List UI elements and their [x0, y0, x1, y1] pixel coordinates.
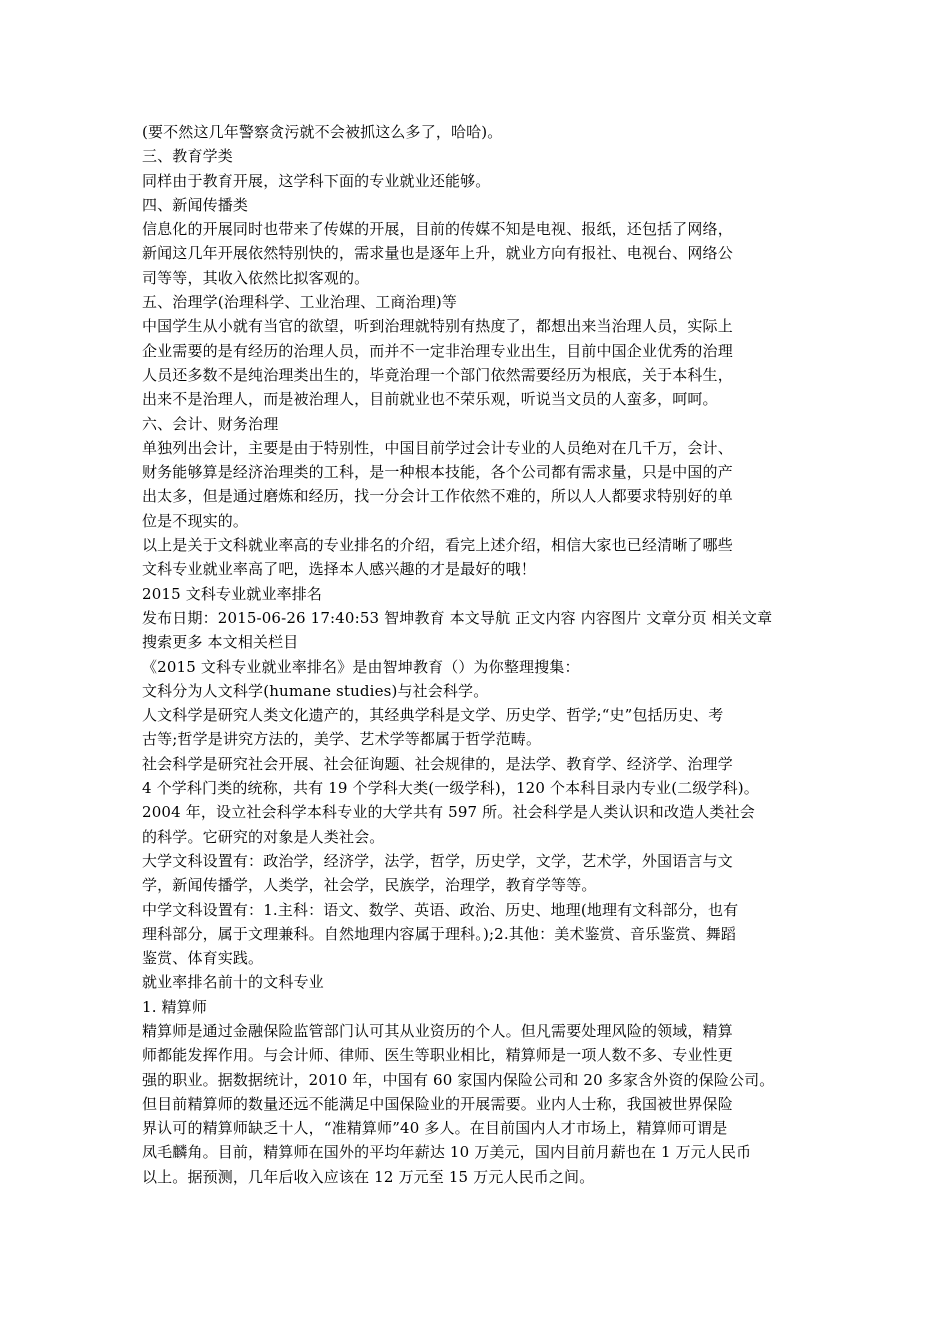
text-line: 界认可的精算师缺乏十人，“准精算师”40 多人。在目前国内人才市场上，精算师可谓是 — [142, 1119, 728, 1138]
text-line: 信息化的开展同时也带来了传媒的开展，目前的传媒不知是电视、报纸，还包括了网络， — [142, 220, 733, 239]
text-line: 以上是关于文科就业率高的专业排名的介绍，看完上述介绍，相信大家也已经清晰了哪些 — [142, 536, 733, 555]
text-line: 中国学生从小就有当官的欲望，听到治理就特别有热度了，都想出来当治理人员，实际上 — [142, 317, 733, 336]
text-line: 大学文科设置有：政治学，经济学，法学，哲学，历史学，文学，艺术学，外国语言与文 — [142, 851, 733, 870]
text-line: 师都能发挥作用。与会计师、律师、医生等职业相比，精算师是一项人数不多、专业性更 — [142, 1046, 733, 1065]
text-line: 凤毛麟角。目前，精算师在国外的平均年薪达 10 万美元，国内目前月薪也在 1 万元人民币 — [142, 1143, 752, 1162]
text-line: 文科专业就业率高了吧，选择本人感兴趣的才是最好的哦！ — [142, 560, 536, 579]
text-line: 发布日期：2015-06-26 17:40:53 智坤教育 本文导航 正文内容 内容图片 文章分页 相关文章 — [142, 608, 773, 627]
document-body — [142, 120, 808, 1189]
text-line: 文科分为人文科学(humane studies)与社会科学。 — [142, 681, 489, 700]
text-line: 四、新闻传播类 — [142, 195, 249, 214]
text-line: 人文科学是研究人类文化遗产的，其经典学科是文学、历史学、哲学;“史”包括历史、考 — [142, 706, 724, 725]
text-line: 但目前精算师的数量还远不能满足中国保险业的开展需要。业内人士称，我国被世界保险 — [142, 1094, 733, 1113]
text-line: 1. 精算师 — [142, 997, 207, 1016]
text-line: 古等;哲学是讲究方法的，美学、艺术学等都属于哲学范畴。 — [142, 730, 542, 749]
text-line: 2015 文科专业就业率排名 — [142, 584, 323, 603]
text-line: 财务能够算是经济治理类的工科，是一种根本技能，各个公司都有需求量，只是中国的产 — [142, 463, 733, 482]
text-line: 同样由于教育开展，这学科下面的专业就业还能够。 — [142, 171, 491, 190]
text-line: 新闻这几年开展依然特别快的，需求量也是逐年上升，就业方向有报社、电视台、网络公 — [142, 244, 733, 263]
text-line: 搜索更多 本文相关栏目 — [142, 633, 299, 652]
text-line: 出太多，但是通过磨炼和经历，找一分会计工作依然不难的，所以人人都要求特别好的单 — [142, 487, 733, 506]
text-line: 企业需要的是有经历的治理人员，而并不一定非治理专业出生，目前中国企业优秀的治理 — [142, 341, 733, 360]
text-line: 强的职业。据数据统计，2010 年，中国有 60 家国内保险公司和 20 多家含外资的保险公司。 — [142, 1070, 775, 1089]
text-line: 位是不现实的。 — [142, 511, 249, 530]
text-line: 以上。据预测，几年后收入应该在 12 万元至 15 万元人民币之间。 — [142, 1167, 595, 1186]
text-line: 2004 年，设立社会科学本科专业的大学共有 597 所。社会科学是人类认识和改造人类社会 — [142, 803, 755, 822]
text-line: 司等等，其收入依然比拟客观的。 — [142, 268, 370, 287]
text-line: 五、治理学(治理科学、工业治理、工商治理)等 — [142, 293, 458, 312]
text-line: (要不然这几年警察贪污就不会被抓这么多了，哈哈)。 — [142, 123, 503, 141]
text-line: 学，新闻传播学，人类学，社会学，民族学，治理学，教育学等等。 — [142, 876, 597, 895]
text-line: 六、会计、财务治理 — [142, 414, 279, 433]
text-line: 单独列出会计，主要是由于特别性，中国目前学过会计专业的人员绝对在几千万，会计、 — [142, 438, 733, 457]
text-line: 4 个学科门类的统称，共有 19 个学科大类(一级学科)，120 个本科目录内专业(二级学科)。 — [142, 779, 759, 798]
text-line: 精算师是通过金融保险监管部门认可其从业资历的个人。但凡需要处理风险的领域，精算 — [142, 1021, 733, 1040]
text-line: 《2015 文科专业就业率排名》是由智坤教育（）为你整理搜集： — [142, 657, 580, 676]
text-line: 出来不是治理人，而是被治理人，目前就业也不荣乐观，听说当文员的人蛮多，呵呵。 — [142, 390, 718, 409]
text-line: 社会科学是研究社会开展、社会征询题、社会规律的，是法学、教育学、经济学、治理学 — [142, 754, 733, 773]
text-line: 的科学。它研究的对象是人类社会。 — [142, 827, 385, 846]
text-line: 中学文科设置有：1.主科：语文、数学、英语、政治、历史、地理(地理有文科部分，也有 — [142, 900, 739, 919]
text-line: 就业率排名前十的文科专业 — [142, 973, 324, 992]
text-line: 鉴赏、体育实践。 — [142, 949, 264, 968]
text-line: 理科部分，属于文理兼科。自然地理内容属于理科。);2.其他：美术鉴赏、音乐鉴赏、舞蹈 — [142, 924, 737, 943]
text-line: 三、教育学类 — [142, 147, 233, 166]
text-line: 人员还多数不是纯治理类出生的，毕竟治理一个部门依然需要经历为根底，关于本科生， — [142, 365, 733, 384]
